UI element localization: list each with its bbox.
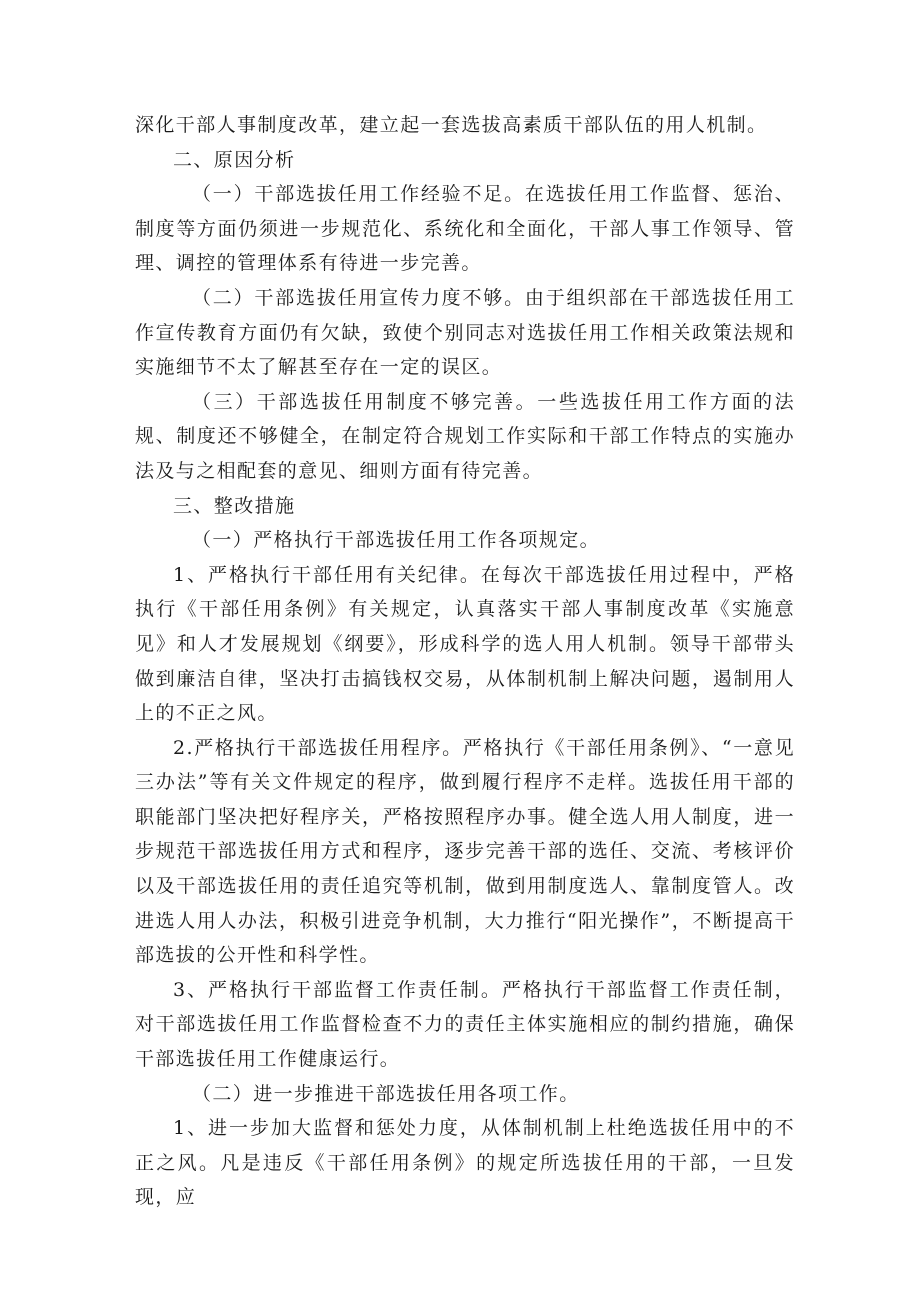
- paragraph-measure-1-1: 1、严格执行干部任用有关纪律。在每次干部选拔任用过程中，严格执行《干部任用条例》有关规定，认真落实干部人事制度改革《实施意见》和人才发展规划《纲要》，形成科学的选人用人机制。领导干部带头做到廉洁自律，坚决打击搞钱权交易，从体制机制上解决问题，遏制用人上的不正之风。: [135, 563, 795, 725]
- subheading-rectification-2: （二）进一步推进干部选拔任用各项工作。: [192, 1082, 580, 1105]
- paragraph-cause-1: （一）干部选拔任用工作经验不足。在选拔任用工作监督、惩治、制度等方面仍须进一步规范化、系统化和全面化，干部人事工作领导、管理、调控的管理体系有待进一步完善。: [135, 183, 795, 275]
- paragraph-measure-1-3: 3、严格执行干部监督工作责任制。严格执行干部监督工作责任制，对干部选拔任用工作监督检查不力的责任主体实施相应的制约措施，确保干部选拔任用工作健康运行。: [135, 978, 795, 1071]
- paragraph-measure-2-1: 1、进一步加大监督和惩处力度，从体制机制上杜绝选拔任用中的不正之风。凡是违反《干部任用条例》的规定所选拔任用的干部，一旦发现，应: [135, 1117, 795, 1209]
- paragraph-intro: 深化干部人事制度改革，建立起一套选拔高素质干部队伍的用人机制。: [135, 114, 768, 136]
- document-body: [135, 108, 795, 1215]
- paragraph-cause-3: （三）干部选拔任用制度不够完善。一些选拔任用工作方面的法规、制度还不够健全，在制定符合规划工作实际和干部工作特点的实施办法及与之相配套的意见、细则方面有待完善。: [135, 390, 795, 482]
- paragraph-measure-1-2: 2.严格执行干部选拔任用程序。严格执行《干部任用条例》、“一意见三办法”等有关文件规定的程序，做到履行程序不走样。选拔任用干部的职能部门坚决把好程序关，严格按照程序办事。健全选人用人制度，进一步规范干部选拔任用方式和程序，逐步完善干部的选任、交流、考核评价以及干部选拔任用的责任追究等机制，做到用制度选人、靠制度管人。改进选人用人办法，积极引进竞争机制，大力推行“阳光操作”，不断提高干部选拔的公开性和科学性。: [135, 736, 795, 967]
- heading-cause-analysis: 二、原因分析: [173, 148, 296, 171]
- paragraph-cause-2: （二）干部选拔任用宣传力度不够。由于组织部在干部选拔任用工作宣传教育方面仍有欠缺，致使个别同志对选拔任用工作相关政策法规和实施细节不太了解甚至存在一定的误区。: [135, 286, 795, 379]
- heading-rectification: 三、整改措施: [173, 494, 296, 517]
- subheading-rectification-1: （一）严格执行干部选拔任用工作各项规定。: [192, 529, 601, 552]
